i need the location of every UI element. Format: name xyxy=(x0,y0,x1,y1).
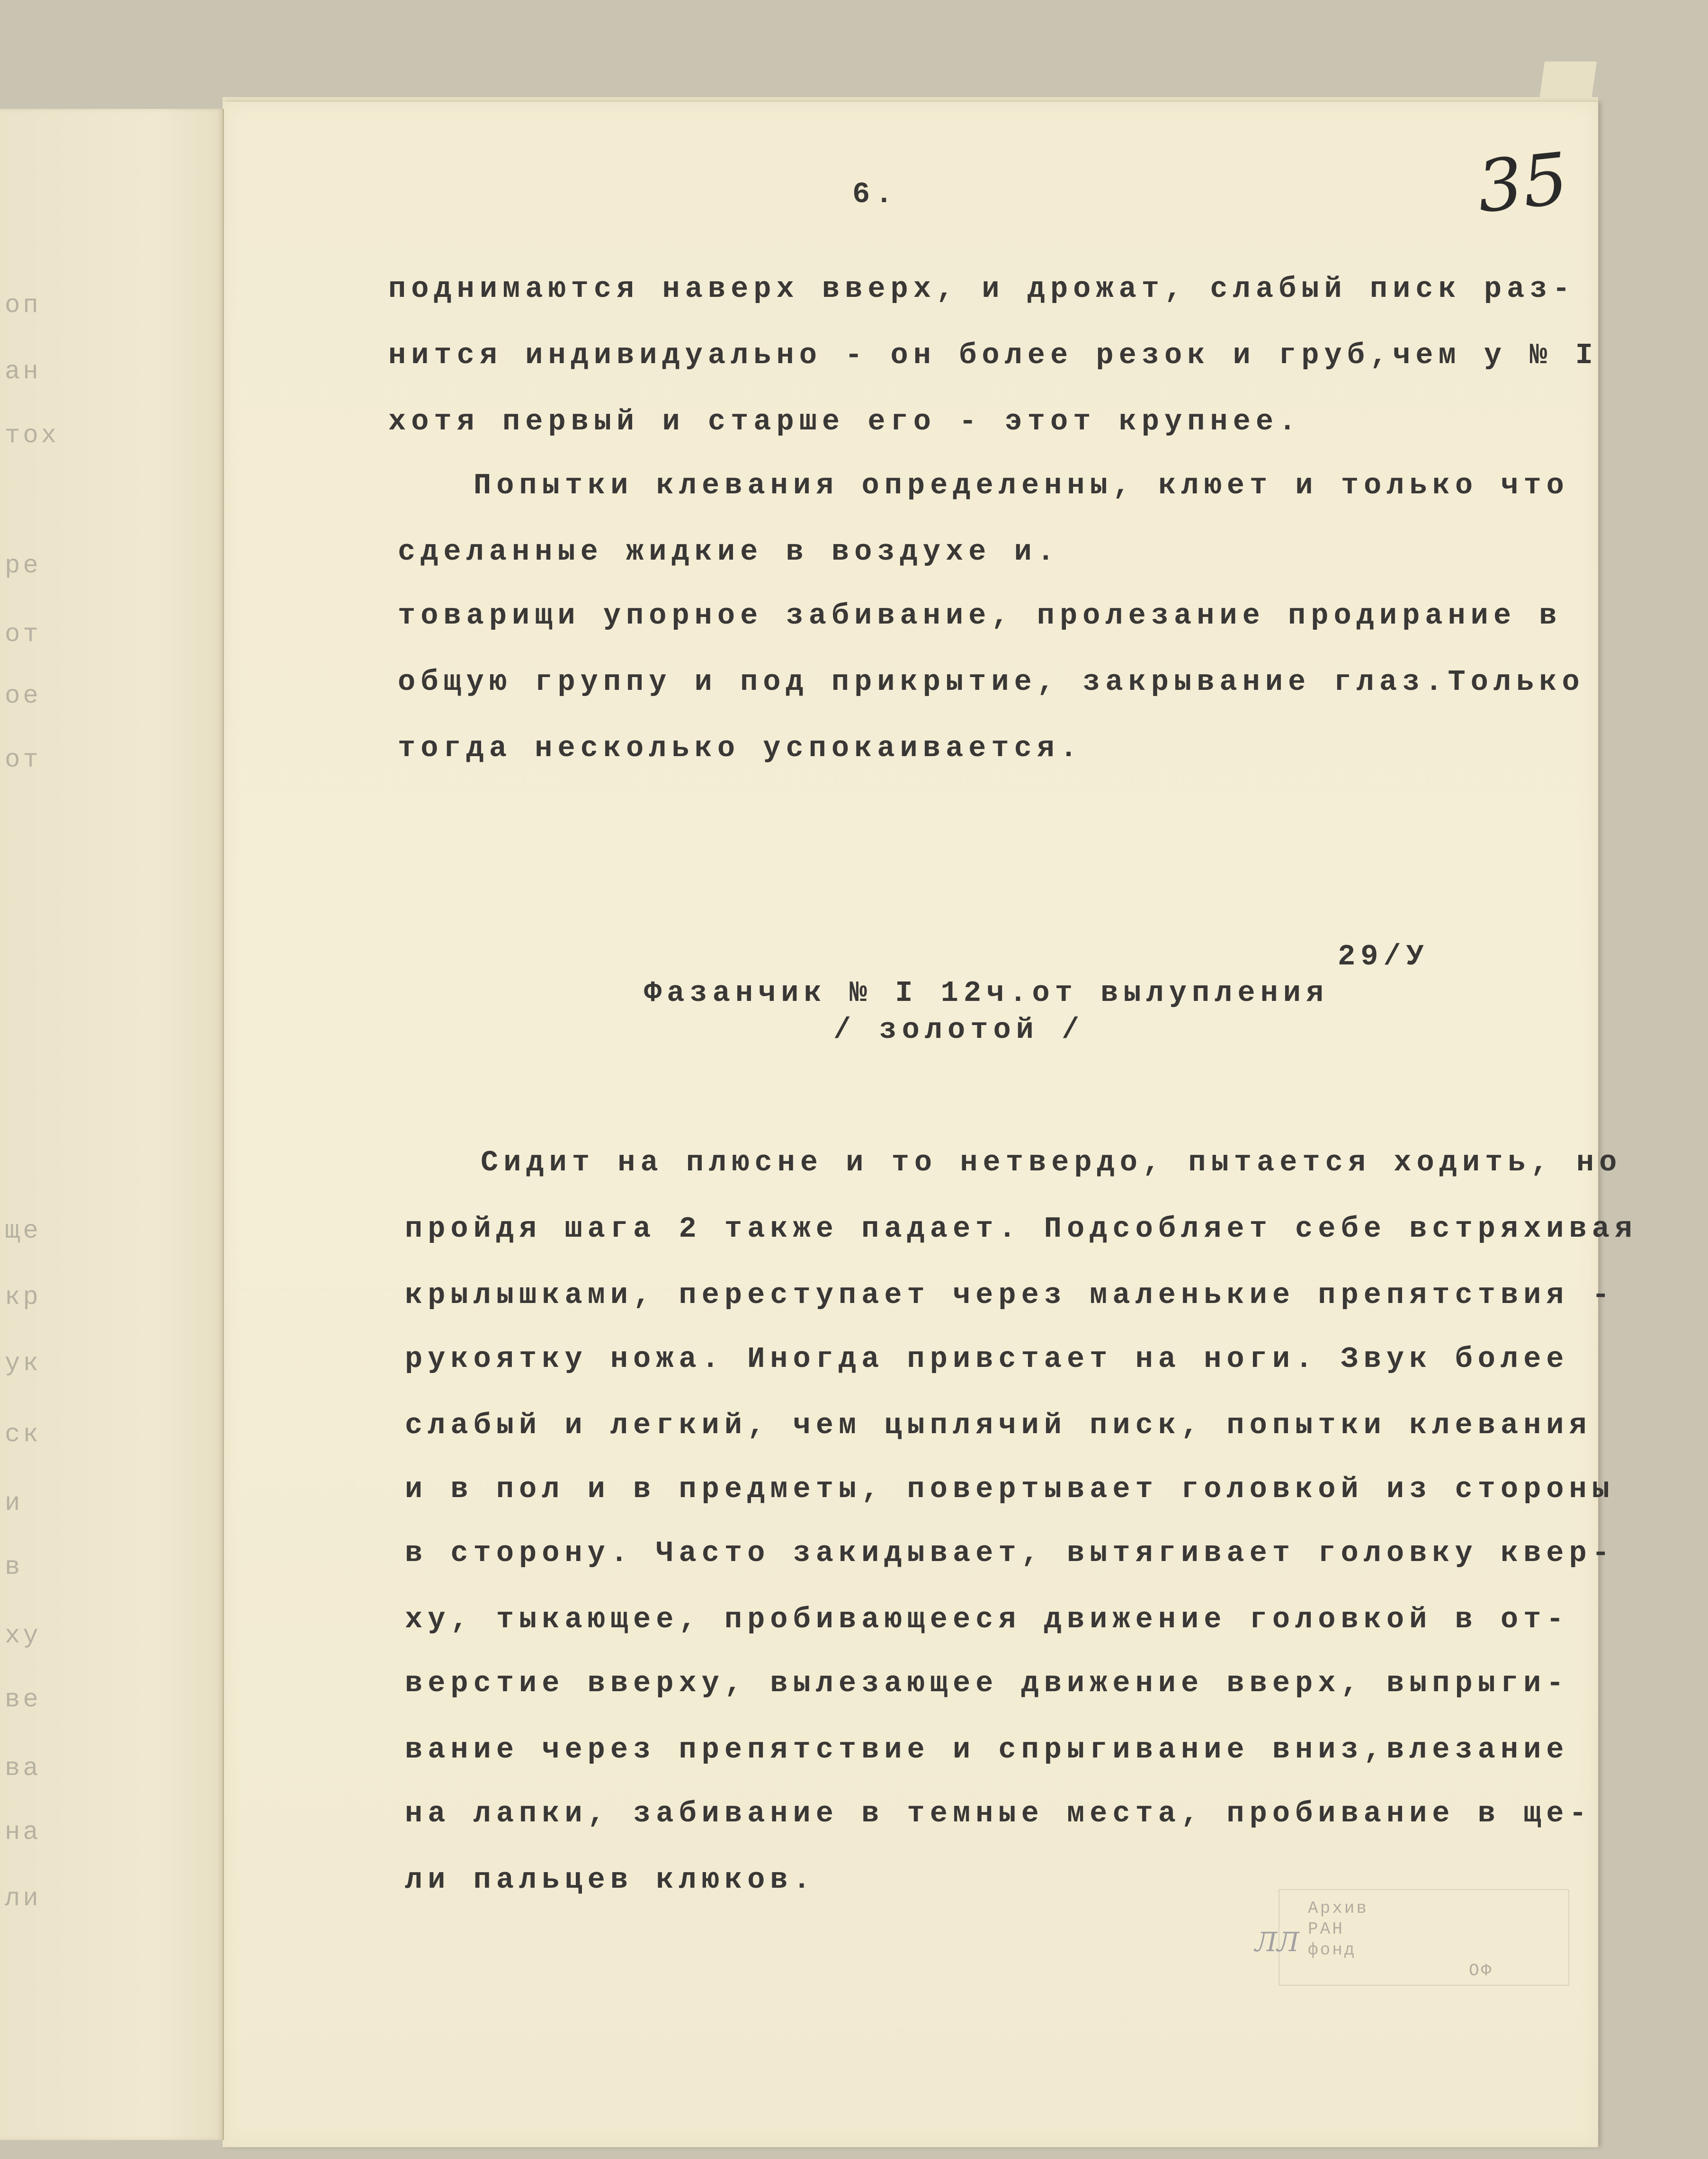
margin-fragment: ан xyxy=(5,357,41,386)
margin-fragment: и xyxy=(5,1489,23,1518)
text-line: в сторону. Часто закидывает, вытягивает головку квер- xyxy=(405,1536,1615,1570)
margin-fragment: ве xyxy=(5,1686,41,1714)
underlying-page xyxy=(0,109,223,2140)
margin-fragment: ва xyxy=(5,1754,41,1783)
margin-fragment: ху xyxy=(5,1622,41,1650)
text-line: поднимаются наверх вверх, и дрожат, слабый писк раз- xyxy=(388,272,1575,306)
text-line: верстие вверху, вылезающее движение вверх, выпрыги- xyxy=(405,1667,1569,1700)
margin-fragment: оп xyxy=(5,291,41,320)
margin-fragment: от xyxy=(5,620,41,649)
margin-fragment: ли xyxy=(5,1884,41,1913)
text-line: и в пол и в предметы, повертывает головкой из стороны xyxy=(405,1472,1615,1506)
margin-fragment: ще xyxy=(5,1217,41,1246)
margin-fragment: ск xyxy=(5,1420,41,1449)
text-line: вание через препятствие и спрыгивание вниз,влезание xyxy=(405,1733,1569,1766)
text-line: нится индивидуально - он более резок и груб,чем у № I xyxy=(388,339,1598,372)
margin-fragment: от xyxy=(5,746,41,775)
page-number: 6. xyxy=(852,178,898,211)
text-line: слабый и легкий, чем цыплячий писк, попытки клевания xyxy=(405,1409,1592,1442)
margin-fragment: на xyxy=(5,1818,41,1847)
text-line: Попытки клевания определенны, клюет и только что xyxy=(474,469,1569,502)
text-line: пройдя шага 2 также падает. Подсобляет себе встряхивая xyxy=(405,1212,1638,1246)
stamp-line: РАН xyxy=(1308,1919,1344,1939)
text-line: хотя первый и старше его - этот крупнее. xyxy=(388,405,1302,438)
margin-fragment: кр xyxy=(5,1283,41,1312)
text-line: на лапки, забивание в темные места, пробивание в ще- xyxy=(405,1797,1592,1830)
stamp-signature-mark: ЛЛ xyxy=(1255,1927,1299,1958)
margin-fragment: тох xyxy=(5,421,60,450)
text-line: товарищи упорное забивание, пролезание продирание в xyxy=(398,599,1562,633)
fold-line xyxy=(223,109,224,2140)
text-line: рукоятку ножа. Иногда привстает на ноги. Звук более xyxy=(405,1342,1569,1376)
stamp-line: ОФ xyxy=(1469,1961,1493,1981)
margin-fragment: ое xyxy=(5,682,41,711)
section-subheading: / золотой / xyxy=(833,1013,1085,1047)
text-line: ли пальцев клюков. xyxy=(405,1863,816,1897)
text-line: крылышками, переступает через маленькие препятствия - xyxy=(405,1278,1615,1312)
stamp-line: фонд xyxy=(1308,1940,1357,1960)
text-line: сделанные жидкие в воздухе и. xyxy=(398,535,1060,569)
section-heading: Фазанчик № I 12ч.от вылупления xyxy=(644,976,1329,1010)
margin-fragment: ук xyxy=(5,1349,41,1378)
text-line: Сидит на плюсне и то нетвердо, пытается ходить, но xyxy=(481,1146,1622,1179)
text-line: общую группу и под прикрытие, закрывание глаз.Только xyxy=(398,665,1585,699)
margin-fragment: ре xyxy=(5,552,41,580)
text-line: ху, тыкающее, пробивающееся движение головкой в от- xyxy=(405,1603,1569,1636)
stamp-line: Архив xyxy=(1308,1899,1369,1918)
folio-number: 35 xyxy=(1473,137,1572,229)
margin-fragment: в xyxy=(5,1553,23,1582)
archive-stamp xyxy=(1279,1889,1569,1986)
text-line: тогда несколько успокаивается. xyxy=(398,732,1083,765)
entry-date: 29/У xyxy=(1338,940,1429,973)
